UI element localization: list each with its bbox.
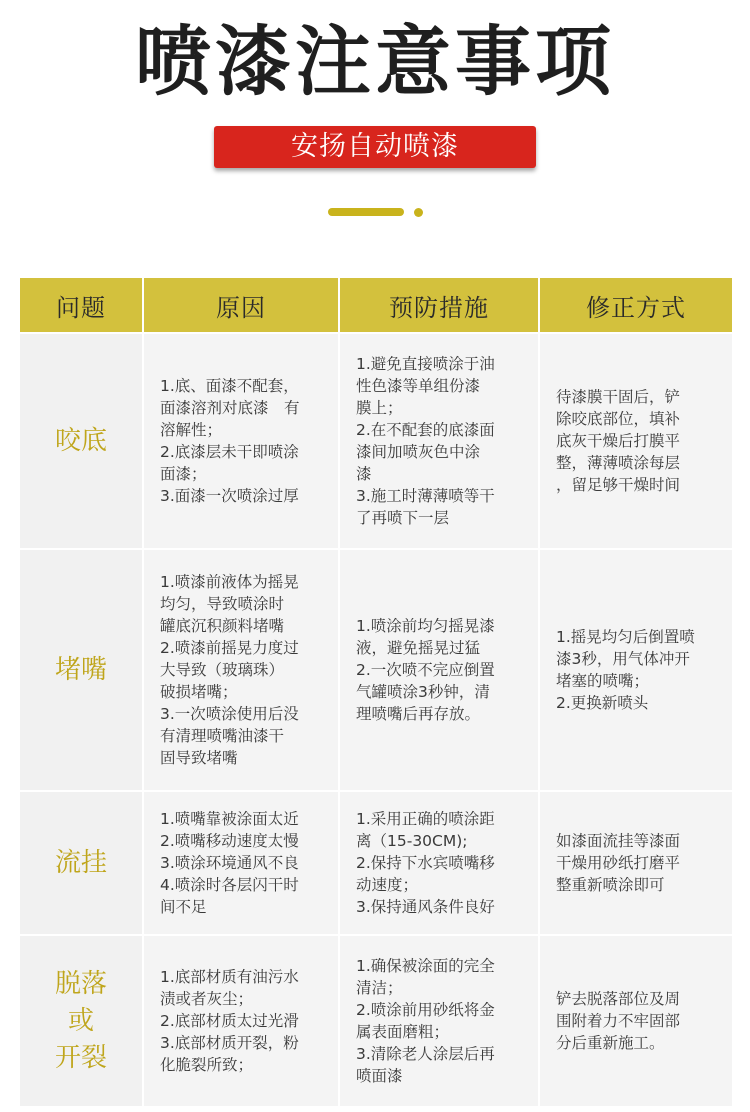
prevention-cell (339, 333, 539, 549)
prevention-cell (339, 791, 539, 935)
header-cause: 原因 (143, 277, 339, 333)
cause-cell (143, 935, 339, 1107)
prevention-text: 1.喷涂前均匀摇晃漆 液，避免摇晃过猛 2.一次喷不完应倒置 气罐喷涂3秒钟，清 理喷嘴后再存放。 (356, 617, 495, 723)
prevention-text: 1.避免直接喷涂于油 性色漆等单组份漆 膜上； 2.在不配套的底漆面 漆间加喷灰色中涂 漆 3.施工时薄薄喷等干 了再喷下一层 (356, 355, 495, 527)
problem-label: 咬底 (54, 425, 107, 456)
correction-cell (539, 333, 733, 549)
decorative-bar (328, 208, 404, 216)
cause-cell (143, 791, 339, 935)
correction-cell (539, 791, 733, 935)
subtitle-badge: 安扬自动喷漆 (214, 126, 536, 168)
correction-text: 如漆面流挂等漆面 干燥用砂纸打磨平 整重新喷涂即可 (556, 832, 681, 894)
cause-text: 1.喷漆前液体为摇晃 均匀，导致喷涂时 罐底沉积颜料堵嘴 2.喷漆前摇晃力度过 大导致（玻璃珠） 破损堵嘴； 3.一次喷涂使用后没 有清理喷嘴油漆干 固导致堵嘴 (160, 573, 299, 767)
prevention-text: 1.确保被涂面的完全 清洁； 2.喷涂前用砂纸将金 属表面磨粗； 3.清除老人涂层后再 喷面漆 (356, 957, 495, 1085)
cause-text: 1.喷嘴靠被涂面太近 2.喷嘴移动速度太慢 3.喷涂环境通风不良 4.喷涂时各层闪干时 间不足 (160, 810, 299, 916)
problem-label: 脱落 或 开裂 (54, 968, 107, 1073)
problem-label: 流挂 (54, 847, 107, 878)
problem-cell (19, 791, 143, 935)
correction-text: 铲去脱落部位及周 围附着力不牢固部 分后重新施工。 (556, 990, 681, 1052)
header-correction: 修正方式 (539, 277, 733, 333)
table-row (19, 549, 733, 791)
correction-text: 待漆膜干固后，铲 除咬底部位，填补 底灰干燥后打膜平 整，薄薄喷涂每层 ，留足够干燥时间 (556, 388, 681, 494)
prevention-cell (339, 935, 539, 1107)
correction-cell (539, 549, 733, 791)
header-problem: 问题 (19, 277, 143, 333)
header-prevention: 预防措施 (339, 277, 539, 333)
problem-cell (19, 935, 143, 1107)
problem-label: 堵嘴 (54, 654, 107, 685)
cause-text: 1.底、面漆不配套， 面漆溶剂对底漆 有 溶解性； 2.底漆层未干即喷涂 面漆； 3.面漆一次喷涂过厚 (160, 377, 300, 505)
cause-cell (143, 333, 339, 549)
correction-text: 1.摇晃均匀后倒置喷 漆3秒，用气体冲开 堵塞的喷嘴； 2.更换新喷头 (556, 628, 695, 712)
table-row (19, 935, 733, 1107)
decorative-dot (414, 208, 423, 217)
page-title: 喷漆注意事项 (135, 17, 615, 106)
prevention-text: 1.采用正确的喷涂距 离（15-30CM); 2.保持下水宾喷嘴移 动速度； 3.保持通风条件良好 (356, 810, 495, 916)
correction-cell (539, 935, 733, 1107)
cause-cell (143, 549, 339, 791)
table-header-row (19, 277, 733, 333)
table-row (19, 333, 733, 549)
problem-cell (19, 549, 143, 791)
prevention-cell (339, 549, 539, 791)
precautions-table (18, 276, 734, 1108)
table-row (19, 791, 733, 935)
problem-cell (19, 333, 143, 549)
cause-text: 1.底部材质有油污水 渍或者灰尘； 2.底部材质太过光滑 3.底部材质开裂，粉 化脆裂所致； (160, 968, 299, 1074)
